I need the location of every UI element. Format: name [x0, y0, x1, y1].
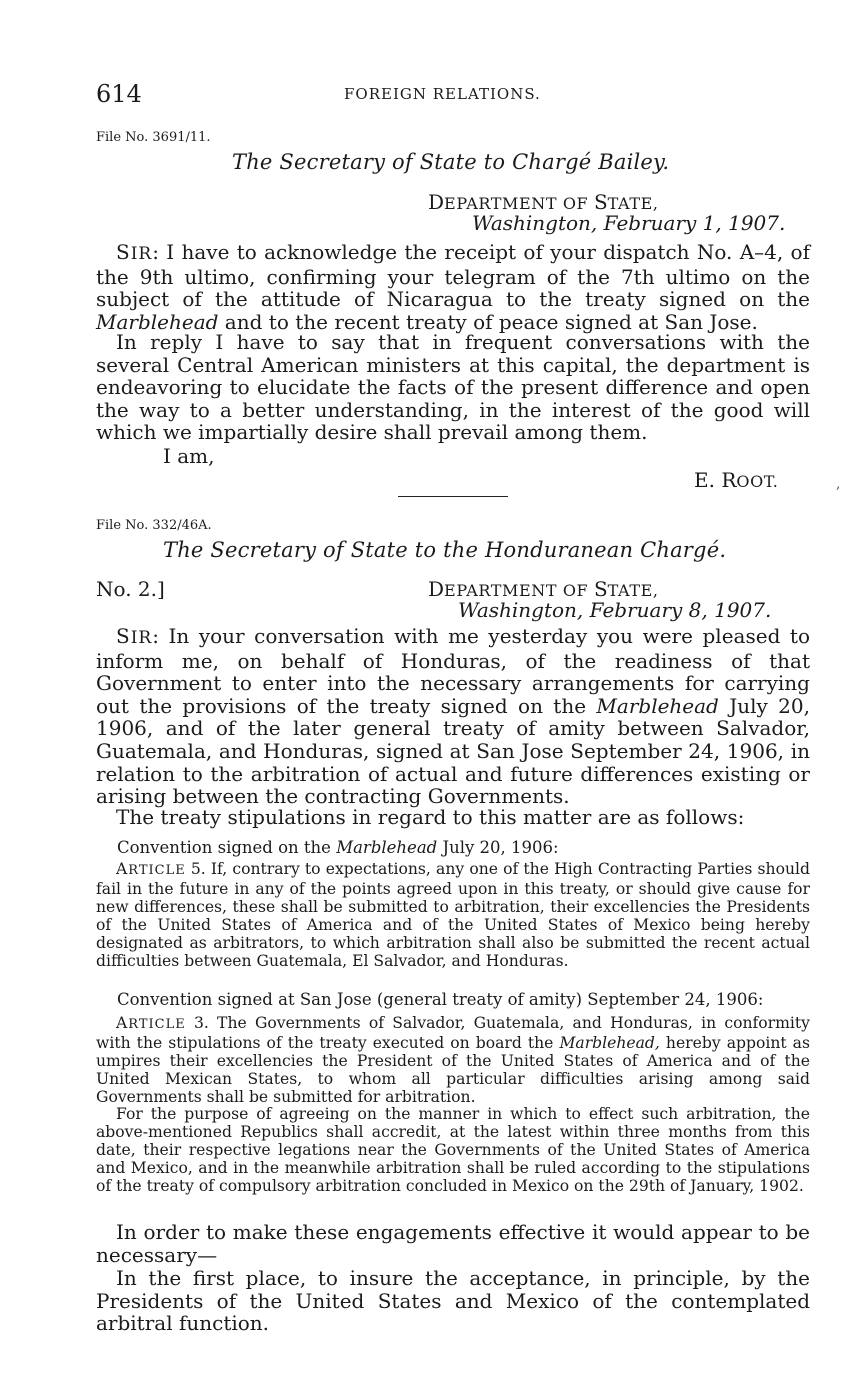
- letter-paragraph: In reply I have to say that in frequent conversations with the several Central American ministers at this capital, the department is endeavoring to elucidate the facts of the present difference and open the way to a better understanding, in the interest of the good will which we impartially desire shall prevail among them.: [96, 330, 810, 445]
- signature: E. ROOT.: [694, 468, 779, 492]
- page-number: 614: [96, 80, 142, 108]
- letter-paragraph: In the first place, to insure the acceptance, in principle, by the Presidents of the United States and Mexico of the contemplated arbitral function.: [96, 1266, 810, 1336]
- section-divider: [398, 496, 508, 497]
- convention-heading: Convention signed on the Marblehead July 20, 1906:: [117, 838, 559, 857]
- letter-paragraph: The treaty stipulations in regard to this matter are as follows:: [116, 805, 745, 829]
- file-number: File No. 332/46A.: [96, 518, 212, 533]
- treaty-article: ARTICLE 5. If, contrary to expectations, any one of the High Contracting Parties should fail in the future in any of the points agreed upon in this treaty, or should give cause for new differences, these shall be submitted to arbitration, their excellencies the Presidents of the United States of America and of the United States of Mexico being hereby designated as arbitrators, to which arbitration shall also be submitted the recent actual difficulties between Guatemala, El Salvador, and Honduras.: [96, 860, 810, 971]
- letter-number: No. 2.]: [96, 577, 165, 601]
- letter-title: The Secretary of State to the Honduranean Chargé.: [163, 538, 727, 562]
- running-head: FOREIGN RELATIONS.: [344, 85, 541, 103]
- stray-mark: ,: [836, 476, 841, 492]
- letter-paragraph: In order to make these engagements effective it would appear to be necessary—: [96, 1220, 810, 1267]
- closing: I am,: [163, 444, 215, 468]
- department-heading: DEPARTMENT OF STATE,: [428, 190, 659, 214]
- department-heading: DEPARTMENT OF STATE,: [428, 577, 659, 601]
- letter-date: Washington, February 1, 1907.: [472, 211, 786, 235]
- convention-heading: Convention signed at San Jose (general treaty of amity) September 24, 1906:: [117, 990, 764, 1009]
- letter-date: Washington, February 8, 1907.: [458, 598, 772, 622]
- letter-paragraph: SIR: I have to acknowledge the receipt of your dispatch No. A–4, of the 9th ultimo, confirming your telegram of the 7th ultimo on the subject of the attitude of Nicaragua to the treaty signed on the Marblehead and to the recent treaty of peace signed at San Jose.: [96, 240, 810, 334]
- treaty-article-paragraph: For the purpose of agreeing on the manner in which to effect such arbitration, the above-mentioned Republics shall accredit, at the latest within three months from this date, their respective legations near the Governments of the United States of America and Mexico, and in the meanwhile arbitration shall be ruled according to the stipulations of the treaty of compulsory arbitration concluded in Mexico on the 29th of January, 1902.: [96, 1105, 810, 1196]
- file-number: File No. 3691/11.: [96, 130, 211, 145]
- treaty-article: ARTICLE 3. The Governments of Salvador, Guatemala, and Honduras, in conformity with the stipulations of the treaty executed on board the Marblehead, hereby appoint as umpires their excellencies the President of the United States of America and of the United Mexican States, to whom all particular difficulties arising among said Governments shall be submitted for arbitration.: [96, 1014, 810, 1107]
- letter-title: The Secretary of State to Chargé Bailey.: [232, 150, 670, 174]
- letter-paragraph: SIR: In your conversation with me yesterday you were pleased to inform me, on behalf of Honduras, of the readiness of that Government to enter into the necessary arrangements for carrying out the provisions of the treaty signed on the Marblehead July 20, 1906, and of the later general treaty of amity between Salvador, Guatemala, and Honduras, signed at San Jose September 24, 1906, in relation to the arbitration of actual and future differences existing or arising between the contracting Governments.: [96, 624, 810, 809]
